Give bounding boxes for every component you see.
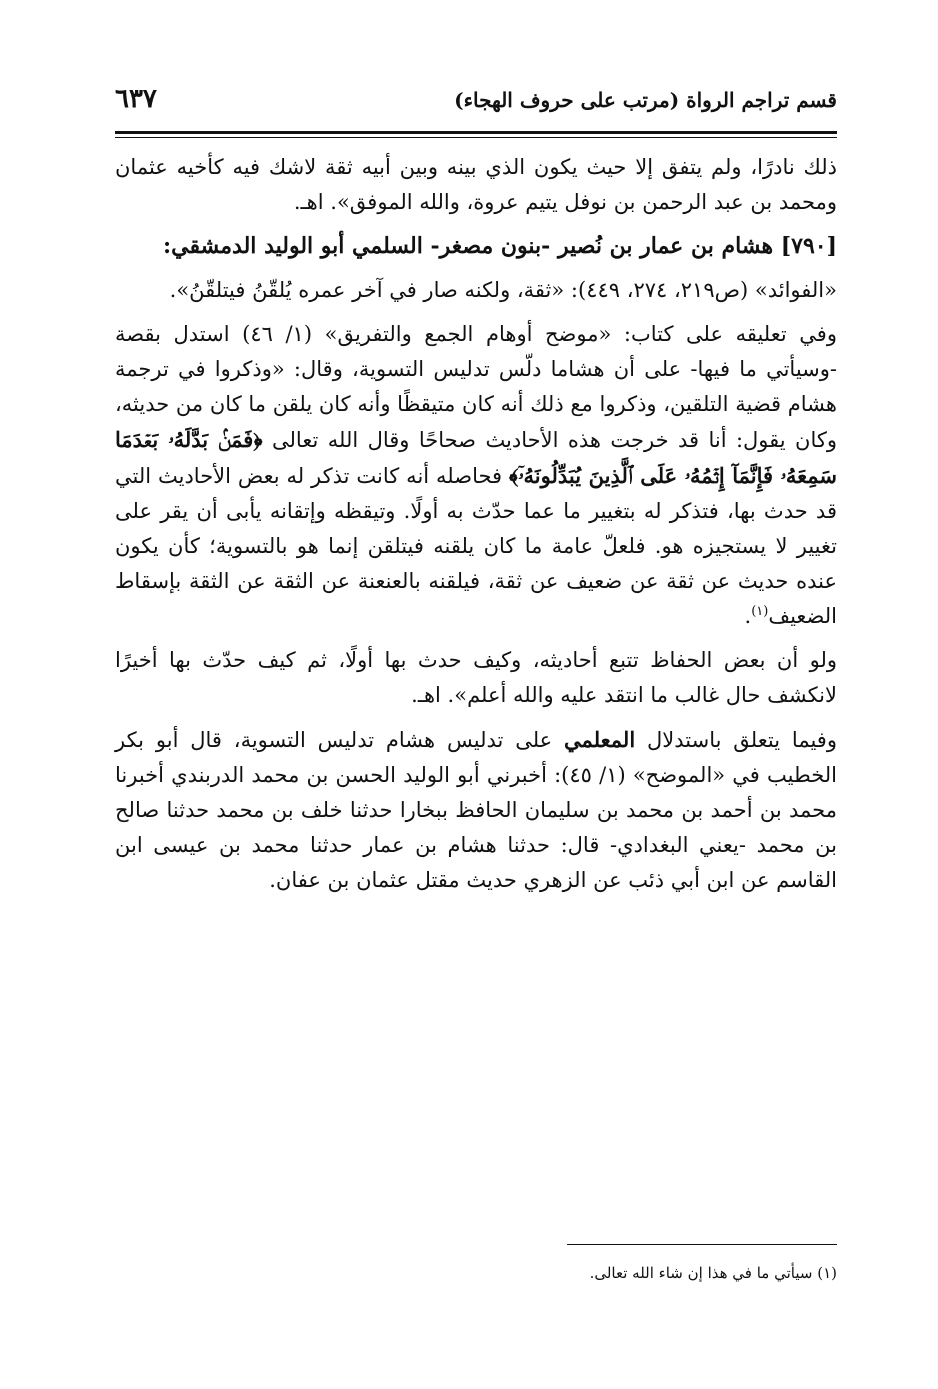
page-number: ٦٣٧ [115, 84, 157, 114]
footnote-marker[interactable]: (١) [751, 604, 769, 619]
commentary-text-start: وفي تعليقه على كتاب: «موضح أوهام الجمع والتفريق» (١/ ٤٦) استدل بقصة -وسيأتي ما فيها- على أن هشاما دلّس تدليس التسوية، وقال: «وذكروا في ترجمة هشام قضية التلقين، وذكروا مع ذلك أنه كان متيقظًا وأنه كان يلقن ما كان من حديثه، وكان يقول: أنا قد خرجت هذه الأحاديث صحاحًا وقال الله تعالى [115, 322, 837, 452]
running-title: قسم تراجم الرواة (مرتب على حروف الهجاء) [454, 88, 837, 112]
author-name-bold: المعلمي [564, 727, 636, 752]
paragraph-khatib-isnad [115, 722, 837, 898]
isnad-text-rest: على تدليس هشام تدليس التسوية، قال أبو بكر الخطيب في «الموضح» (١/ ٤٥): أخبرني أبو الوليد الحسن بن محمد الدربندي أخبرنا محمد بن أحمد بن محمد بن سليمان الحافظ ببخارا حدثنا خلف بن محمد حدثنا صالح بن محمد -يعني البغدادي- قال: حدثنا هشام بن عمار حدثنا محمد بن عيسى ابن القاسم عن ابن أبي ذئب عن الزهري حديث مقتل عثمان بن عفان. [115, 728, 837, 892]
entry-title: [٧٩٠] هشام بن عمار بن نُصير -بنون مصغر- السلمي أبو الوليد الدمشقي: [163, 233, 837, 259]
header-rule-thin [115, 137, 837, 138]
isnad-text-start: وفيما يتعلق باستدلال [647, 728, 837, 752]
paragraph-fawaid-quote: «الفوائد» (ص٢١٩، ٢٧٤، ٤٤٩): «ثقة، ولكنه صار في آخر عمره يُلقّنُ فيتلقّنُ». [169, 278, 837, 302]
quran-verse: ﴿فَمَنۢ بَدَّلَهُۥ بَعۡدَمَا سَمِعَهُۥ فَإِنَّمَآ إِثۡمُهُۥ عَلَى ٱلَّذِينَ يُبَدِّلُونَهُۥٓ﴾ [115, 427, 837, 488]
footnote: (١) سيأتي ما في هذا إن شاء الله تعالى. [589, 1264, 837, 1282]
footnote-separator [567, 1244, 837, 1245]
commentary-text-end: فحاصله أنه كانت تذكر له بعض الأحاديث التي قد حدث بها، فتذكر له بتغيير ما عما حدّث به أولًا. وتيقظه وإتقانه يأبى أن يقر على تغيير لا يستجيزه هو. فلعلّ عامة ما كان يلقنه فيتلقن إنما هو بالتسوية؛ كأن يكون عنده حديث عن ثقة عن ضعيف عن ثقة، فيلقنه بالعنعنة عن الثقة عن الثقة بإسقاط الضعيف [115, 464, 837, 628]
header-rule-thick [115, 131, 837, 134]
main-text [115, 150, 837, 907]
page-header [115, 78, 837, 126]
paragraph-continuation: ذلك نادرًا، ولم يتفق إلا حيث يكون الذي بينه وبين أبيه ثقة لاشك فيه كأخيه عثمان ومحمد بن عبد الرحمن بن نوفل يتيم عروة، والله الموفق». اهـ. [115, 155, 837, 214]
commentary-period: . [744, 604, 752, 628]
paragraph-conclusion: ولو أن بعض الحفاظ تتبع أحاديثه، وكيف حدث بها أولًا، ثم كيف حدّث بها أخيرًا لانكشف حال غالب ما انتقد عليه والله أعلم». اهـ. [115, 648, 837, 707]
paragraph-muwaddih-commentary [115, 317, 837, 634]
